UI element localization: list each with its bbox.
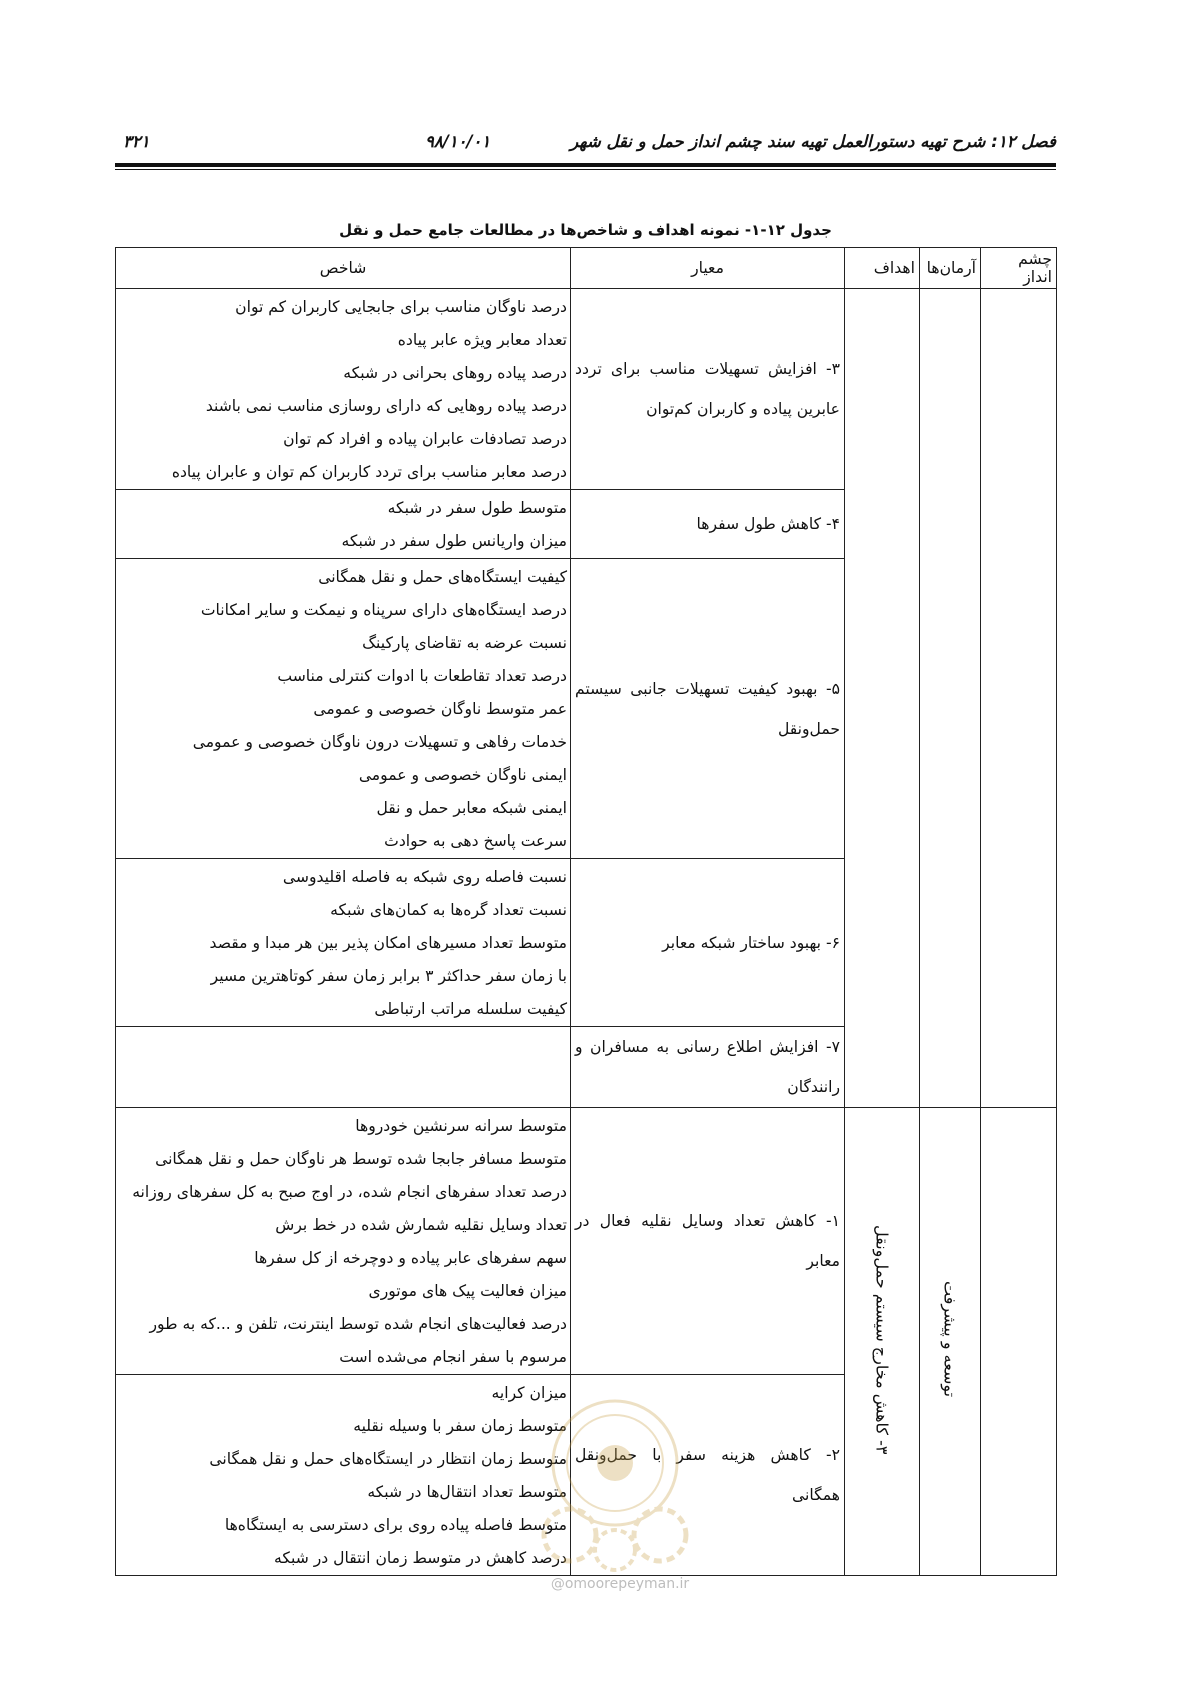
indicator-item: درصد فعالیت‌های انجام شده توسط اینترنت، تلفن و ...که به طور bbox=[149, 1315, 567, 1333]
ideals-cell bbox=[920, 289, 981, 1108]
indicator-item: میزان کرایه bbox=[491, 1384, 567, 1402]
indicator-item: متوسط طول سفر در شبکه bbox=[387, 499, 567, 517]
criterion-cell: ۳- افزایش تسهیلات مناسب برای تردد عابرین پیاده و کاربران کم‌توان bbox=[571, 289, 845, 490]
indicator-item: کیفیت ایستگاه‌های حمل و نقل همگانی bbox=[318, 568, 567, 586]
header-rule-thick bbox=[115, 163, 1056, 167]
indicator-item: سهم سفرهای عابر پیاده و دوچرخه از کل سفرها bbox=[254, 1249, 567, 1267]
column-header-vision: چشم انداز bbox=[981, 248, 1057, 289]
watermark-site-text: omoorepeyman.ir bbox=[564, 1576, 690, 1592]
indicator-item: خدمات رفاهی و تسهیلات درون ناوگان خصوصی و عمومی bbox=[192, 733, 567, 751]
goal-label: ۳- کاهش مخارج سیستم حمل‌ونقل bbox=[872, 1224, 892, 1455]
indicator-item: تعداد معابر ویژه عابر پیاده bbox=[397, 331, 567, 349]
table-row bbox=[116, 1108, 1057, 1375]
criterion-cell: ۷- افزایش اطلاع رسانی به مسافران و رانندگان bbox=[571, 1027, 845, 1108]
indicator-item: نسبت عرضه به تقاضای پارکینگ bbox=[362, 634, 567, 652]
table-body bbox=[116, 289, 1057, 1576]
indicator-item: متوسط فاصله پیاده روی برای دسترسی به ایستگاه‌ها bbox=[224, 1516, 567, 1534]
indicator-cell bbox=[116, 490, 571, 559]
goals-indicators-table bbox=[115, 247, 1057, 1576]
indicator-item: مرسوم با سفر انجام می‌شده است bbox=[339, 1348, 567, 1366]
indicator-item: متوسط سرانه سرنشین خودروها bbox=[355, 1117, 567, 1135]
indicator-item: متوسط تعداد انتقال‌ها در شبکه bbox=[367, 1483, 567, 1501]
table-caption: جدول ۱۲-۱- نمونه اهداف و شاخص‌ها در مطالعات جامع حمل و نقل bbox=[339, 221, 832, 239]
indicator-cell bbox=[116, 1375, 571, 1576]
column-header-ideals: آرمان‌ها bbox=[920, 248, 981, 289]
table-row bbox=[116, 289, 1057, 490]
indicator-item: درصد پیاده روهایی که دارای روسازی مناسب نمی باشند bbox=[205, 397, 567, 415]
indicator-item: درصد معابر مناسب برای تردد کاربران کم توان و عابران پیاده bbox=[171, 463, 567, 481]
indicator-item: درصد ناوگان مناسب برای جابجایی کاربران کم توان bbox=[235, 298, 567, 316]
column-header-criterion: معیار bbox=[571, 248, 845, 289]
indicator-item: درصد تصادفات عابران پیاده و افراد کم توان bbox=[283, 430, 567, 448]
indicator-item: متوسط مسافر جابجا شده توسط هر ناوگان حمل و نقل همگانی bbox=[155, 1150, 567, 1168]
goals-cell bbox=[845, 1108, 920, 1576]
chapter-title: فصل ۱۲: شرح تهیه دستورالعمل تهیه سند چشم انداز حمل و نقل شهر bbox=[570, 132, 1056, 151]
page-header bbox=[115, 128, 1056, 156]
indicator-cell bbox=[116, 859, 571, 1027]
criterion-cell: ۵- بهبود کیفیت تسهیلات جانبی سیستم حمل‌ونقل bbox=[571, 559, 845, 859]
indicator-item: میزان واریانس طول سفر در شبکه bbox=[341, 532, 567, 550]
indicator-item: درصد ایستگاه‌های دارای سرپناه و نیمکت و سایر امکانات bbox=[200, 601, 567, 619]
indicator-cell bbox=[116, 289, 571, 490]
indicator-item: میزان فعالیت پیک های موتوری bbox=[368, 1282, 567, 1300]
ideal-label: توسعه و پیشرفت bbox=[940, 1281, 960, 1398]
header-rule-thin bbox=[115, 169, 1056, 170]
indicator-item: سرعت پاسخ دهی به حوادث bbox=[384, 832, 567, 850]
goals-cell bbox=[845, 289, 920, 1108]
ideals-cell bbox=[920, 1108, 981, 1576]
indicator-item: درصد تعداد تقاطعات با ادوات کنترلی مناسب bbox=[277, 667, 567, 685]
table-header-row bbox=[116, 248, 1057, 289]
indicator-item: درصد تعداد سفرهای انجام شده، در اوج صبح به کل سفرهای روزانه bbox=[132, 1183, 567, 1201]
indicator-item: متوسط تعداد مسیرهای امکان پذیر بین هر مبدا و مقصد bbox=[209, 934, 567, 952]
indicator-item: درصد کاهش در متوسط زمان انتقال در شبکه bbox=[274, 1549, 567, 1567]
indicator-item: نسبت فاصله روی شبکه به فاصله اقلیدوسی bbox=[282, 868, 567, 886]
indicator-item: با زمان سفر حداکثر ۳ برابر زمان سفر کوتاهترین مسیر bbox=[210, 967, 567, 985]
vision-cell bbox=[981, 1108, 1057, 1576]
indicator-item: متوسط زمان انتظار در ایستگاه‌های حمل و نقل همگانی bbox=[209, 1450, 567, 1468]
indicator-item: ایمنی شبکه معابر حمل و نقل bbox=[376, 799, 567, 817]
criterion-cell: ۴- کاهش طول سفرها bbox=[571, 490, 845, 559]
criterion-cell: ۱- کاهش تعداد وسایل نقلیه فعال در معابر bbox=[571, 1108, 845, 1375]
indicator-item: عمر متوسط ناوگان خصوصی و عمومی bbox=[313, 700, 567, 718]
indicator-item: نسبت تعداد گره‌ها به کمان‌های شبکه bbox=[330, 901, 567, 919]
criterion-cell: ۶- بهبود ساختار شبکه معابر bbox=[571, 859, 845, 1027]
column-header-indicator: شاخص bbox=[116, 248, 571, 289]
indicator-item: تعداد وسایل نقلیه شمارش شده در خط برش bbox=[275, 1216, 567, 1234]
indicator-cell bbox=[116, 1027, 571, 1108]
watermark-site: @omoorepeyman.ir bbox=[550, 1576, 690, 1592]
vision-cell bbox=[981, 289, 1057, 1108]
document-date: ۹۸/۱۰/۰۱ bbox=[425, 132, 491, 151]
indicator-cell bbox=[116, 1108, 571, 1375]
indicator-item: ایمنی ناوگان خصوصی و عمومی bbox=[358, 766, 567, 784]
criterion-cell: ۲- کاهش هزینه سفر با حمل‌ونقل همگانی bbox=[571, 1375, 845, 1576]
indicator-item: متوسط زمان سفر با وسیله نقلیه bbox=[353, 1417, 567, 1435]
indicator-item: درصد پیاده روهای بحرانی در شبکه bbox=[343, 364, 567, 382]
column-header-goals: اهداف bbox=[845, 248, 920, 289]
page-number: ۳۲۱ bbox=[123, 132, 150, 151]
indicator-cell bbox=[116, 559, 571, 859]
indicator-item: کیفیت سلسله مراتب ارتباطی bbox=[374, 1000, 567, 1018]
